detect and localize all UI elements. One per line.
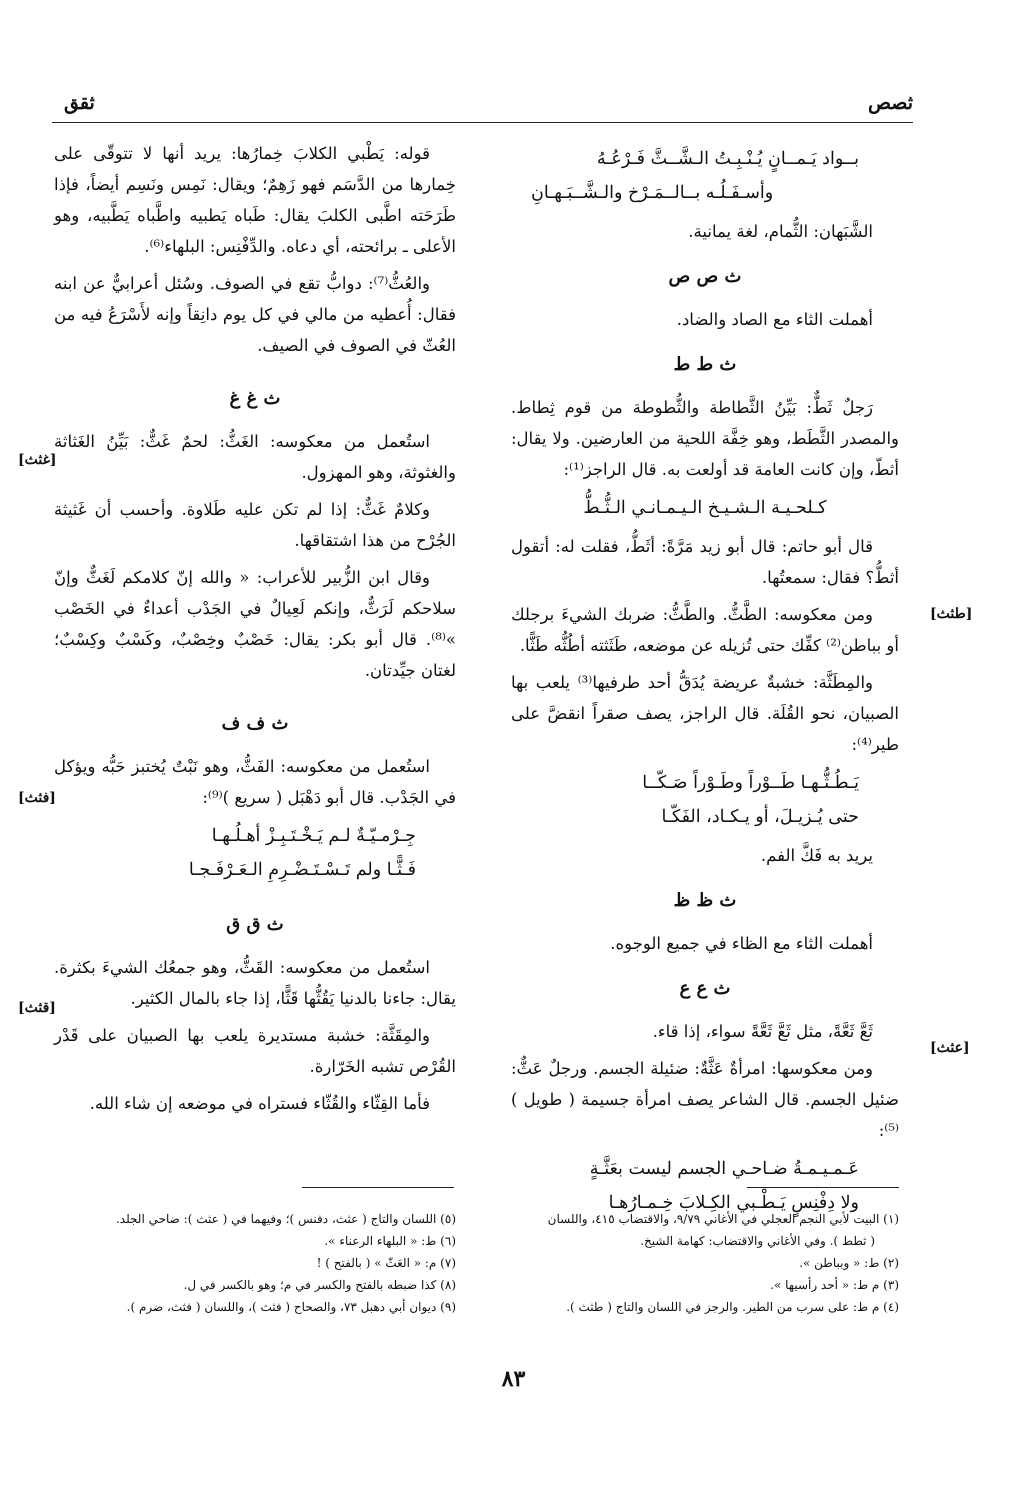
footnote: (٥) اللسان والتاج ( عثث، دفنس )؛ وفيهما في ( عثث ): ضاحي الجلد. — [115, 1212, 456, 1226]
verse-line: يَـطُـثُّـهـا طَــوْراً وطَـوْراً صَـكّــا — [642, 773, 859, 793]
verse-line: وأسـفَـلُـه بــالــمَـرْخ والـشَّــبَـهـانِ — [531, 183, 774, 203]
paragraph: والمِقَثَّة: خشبة مستديرة يلعب بها الصبيان على قَدْر القُرْص تشبه الخَرّارة. — [54, 1026, 456, 1076]
margin-root-label: [قثث] — [18, 1000, 56, 1016]
verse-line: ولا دِفْنِسٍ يَـطْـبي الكِـلابَ خِـمـارُهـا — [608, 1193, 859, 1213]
paragraph: استُعمل من معكوسه: القَثُّ، وهو جمعُك الشيءَ بكثرة. يقال: جاءنا بالدنيا يَقُثُّها قَثًّا، إذا جاء بالمال الكثير. — [54, 958, 456, 1008]
root-heading: ث ق ق — [226, 914, 284, 935]
paragraph: أهملت الثاء مع الصاد والضاد. — [676, 310, 873, 329]
verse-line: كـلحـيـة الـشـيـخ الـيـمـانـي الـثُّـطُّ — [583, 498, 827, 518]
root-heading: ث غ غ — [229, 388, 281, 409]
footnotes-left — [54, 1208, 456, 1318]
paragraph: قال أبو حاتم: قال أبو زيد مَرَّةً: أثَطُّ، فقلت له: أتقول أثطُّ؟ فقال: سمعتُها. — [511, 537, 899, 587]
footnote: (٧) م: « العَثّ » ( بالفتح ) ! — [316, 1256, 456, 1270]
root-heading: ث ف ف — [221, 713, 289, 734]
root-heading: ث ع ع — [679, 978, 731, 999]
running-header-right: ثصص — [867, 92, 913, 114]
footnote-rule — [302, 1187, 454, 1188]
root-heading: ث ظ ظ — [673, 890, 737, 911]
footnote: (٦) ط: « البلهاء الرعناء ». — [324, 1234, 456, 1248]
margin-root-label: [غثث] — [18, 452, 57, 468]
paragraph: وقال ابن الزُّبير للأعراب: « والله إنّ كلامكم لَغَثٌّ وإنّ سلاحكم لَرَثٌّ، وإنكم لَعِيالٌ في الجَدْب أعداءٌ في الخَصْب »⁽⁸⁾. قال أبو بكر: يقال: خَصْبٌ وخِصْبٌ، وكَسْبٌ وكِسْبٌ؛ لغتان جيِّدتان. — [54, 568, 456, 680]
right-column — [511, 138, 899, 1226]
footnote: (٢) ط: « وبباطن ». — [799, 1256, 899, 1270]
verse-line: بــواد يَـمــانٍ يُـنْـبِـتُ الـشَّــثَّ فَـرْعُـهُ — [596, 149, 859, 169]
paragraph: استُعمل من معكوسه: الفَثُّ، وهو نَبْتٌ يُختبز حَبُّه ويؤكل في الجَدْب. قال أبو دَهْبَل ( سريع )⁽⁹⁾: — [54, 757, 456, 807]
footnote: (٤) م ط: على سرب من الطير. والرجز في اللسان والتاج ( طثث ). — [566, 1300, 899, 1314]
root-heading: ث ط ط — [673, 354, 737, 375]
paragraph: ثَعَّ ثَعَّةً، مثل ثَعَّ ثَعَّةً سواء، إذا قاء. — [652, 1022, 873, 1041]
header-rule — [52, 122, 913, 123]
paragraph: والمِطَثَّة: خشبةٌ عريضة يُدَقُّ أحد طرفيها⁽³⁾ يلعب بها الصبيان، نحو القُلَة. قال الراجز، يصف صقراً انقضَّ على طير⁽⁴⁾: — [511, 673, 899, 754]
paragraph: استُعمل من معكوسه: الغَثُّ: لحمٌ غَثٌّ: بَيِّنُ الغَثاثة والغثوثة، وهو المهزول. — [54, 432, 456, 482]
paragraph: والعُثُّ⁽⁷⁾: دوابُّ تقع في الصوف. وسُئل أعرابيٌّ عن ابنه فقال: أُعطيه من مالي في كل يوم دانِقاً وإنه لأَسْرَعُ فيه من العُثّ في الصوف في الصيف. — [54, 274, 456, 355]
paragraph: ومن معكوسه: الطَّثُّ. والطَّثُّ: ضربك الشيءَ برجلك أو بباطن⁽²⁾ كفِّك حتى تُزيله عن موضعه، طَثَثته أطُثُّه طَثًّا. — [511, 605, 899, 655]
paragraph: الشَّبَهان: الثُّمام، لغة يمانية. — [688, 222, 873, 241]
paragraph: أهملت الثاء مع الظاء في جميع الوجوه. — [610, 934, 873, 953]
paragraph: قوله: يَطْبي الكلابَ خِمارُها: يريد أنها لا تتوقّى على خِمارها من الدَّسَم فهو زَهِمٌ؛ ويقال: نَمِس ونَسِم أيضاً، فإذا طَرَحَته اطَّبى الكلبَ يقال: طَباه يَطبيه واطَّباه يَطَّبيه، وهو الأعلى ـ برائحته، أي دعاه. والدِّفْنِس: البلهاء⁽⁶⁾. — [54, 144, 456, 256]
running-header-left: ثقق — [64, 92, 95, 114]
verse-block — [511, 766, 899, 834]
paragraph: فأما القِثّاء والقُثّاء فستراه في موضعه إن شاء الله. — [89, 1094, 430, 1113]
page-number: ٨٣ — [501, 1366, 526, 1392]
paragraph: رَجلٌ ثَطٌّ: بَيِّنُ الثَّطاطة والثُّطوطة من قوم ثِطاط. والمصدر الثَّطَط، وهو خِفَّة اللحية من العارضين. ولا يقال: أثطّ، وإن كانت العامة قد أولعت به. قال الراجز⁽¹⁾: — [511, 398, 899, 479]
paragraph: يريد به فَكَّ الفم. — [760, 846, 873, 865]
verse-block — [511, 142, 899, 210]
verse-block — [511, 491, 899, 525]
paragraph: وكلامٌ غَثٌّ: إذا لم تكن عليه طَلاوة. وأحسب أن غَثيثة الجُرْح من هذا اشتقاقها. — [54, 500, 456, 550]
footnote: (٣) م ط: « أحد رأسيها ». — [770, 1278, 899, 1292]
footnote: (٩) ديوان أبي دهبل ٧٣، والصحاح ( فثث )، واللسان ( فثث، ضرم ). — [126, 1300, 456, 1314]
footnote: ( ثطط ). وفي الأغاني والاقتضاب: كهامة الشيخ. — [640, 1234, 875, 1248]
footnotes-right — [499, 1208, 899, 1318]
verse-line: فَـثًّـا ولم تَـسْـتَـضْـرِمِ الـعَـرْفَـجـا — [188, 860, 416, 880]
margin-root-label: [فثث] — [18, 790, 56, 806]
left-column — [54, 138, 456, 1125]
root-heading: ث ص ص — [668, 266, 742, 287]
footnote-rule — [747, 1187, 899, 1188]
paragraph: ومن معكوسها: امرأةٌ عَثَّةٌ: ضئيلة الجسم. ورجلٌ عَثٌّ: ضئيل الجسم. قال الشاعر يصف امرأة جسيمة ( طويل )⁽⁵⁾: — [511, 1059, 899, 1140]
margin-root-label: [عثث] — [930, 1040, 970, 1056]
verse-line: عَـمـيـمـةُ ضـاحـي الجسم ليست بعَثَّـةٍ — [589, 1159, 859, 1179]
verse-line: حتى يُـزيـلَ، أو يـكـاد، الفَكّـا — [661, 807, 859, 827]
footnote: (٨) كذا ضبطه بالفتح والكسر في م؛ وهو بالكسر في ل. — [183, 1278, 456, 1292]
verse-block — [54, 819, 456, 887]
verse-line: جِـرْمـيّـةٌ لـم يَـخْـتَـبِـزْ أهـلُـهـا — [211, 826, 416, 846]
margin-root-label: [طثث] — [930, 606, 973, 622]
footnote: (١) البيت لأبي النجم العجلي في الأغاني ٩/٧٩، والاقتضاب ٤١٥، واللسان — [547, 1212, 899, 1226]
